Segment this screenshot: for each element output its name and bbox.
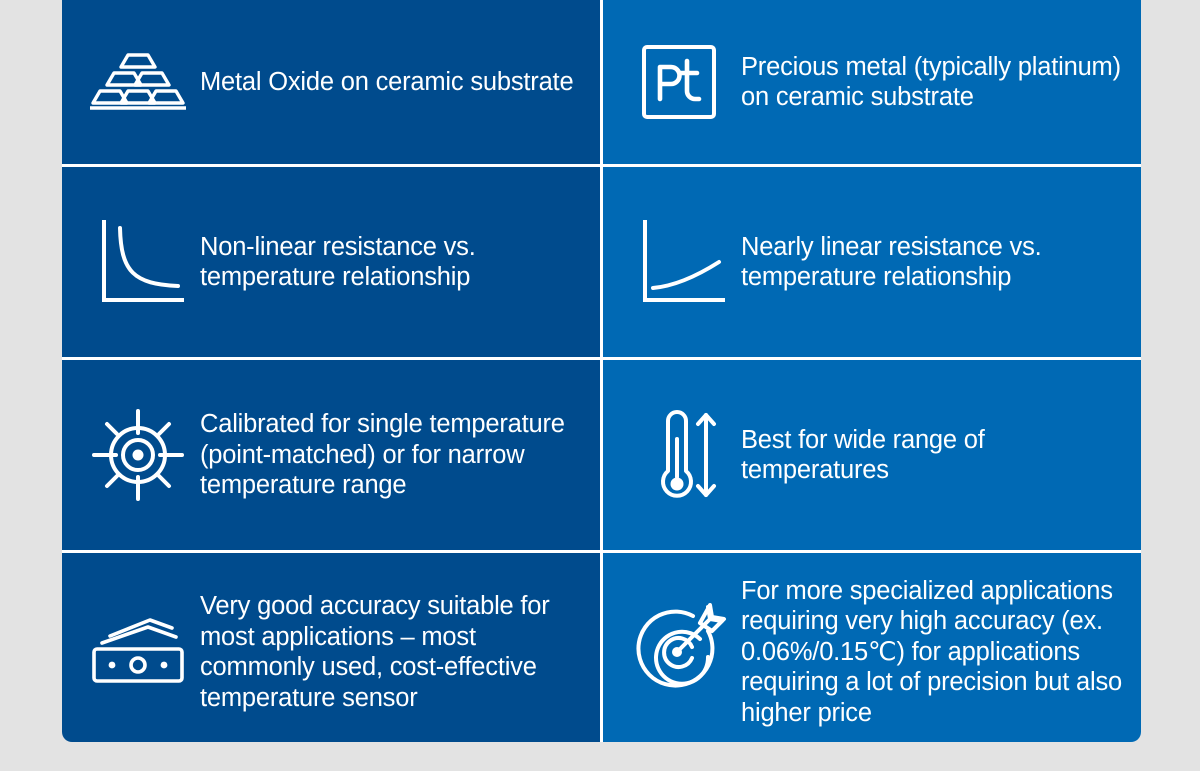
comparison-table	[62, 0, 1141, 742]
table-cell-text: Calibrated for single temperature (point-matched) or for narrow temperature range	[200, 410, 565, 500]
table-cell-text: Metal Oxide on ceramic substrate	[200, 67, 574, 96]
table-cell-text: Best for wide range of temperatures	[741, 425, 985, 484]
table-cell-r1-left	[62, 0, 600, 164]
table-cell-r1-right	[603, 0, 1141, 164]
table-cell-text: For more specialized applications requiring very high accuracy (ex. 0.06%/0.15℃) for applications requiring a lot of precision but also higher price	[741, 576, 1122, 727]
table-cell-r2-left	[62, 167, 600, 357]
linear-curve-chart-icon	[617, 216, 741, 308]
table-cell-r3-left	[62, 360, 600, 550]
thermometer-range-icon	[617, 405, 741, 505]
crosshair-target-icon	[76, 407, 200, 503]
money-cash-icon	[76, 615, 200, 689]
non-linear-curve-chart-icon	[76, 216, 200, 308]
table-cell-text: Non-linear resistance vs. temperature relationship	[200, 232, 476, 291]
table-cell-text: Nearly linear resistance vs. temperature relationship	[741, 232, 1042, 291]
table-cell-r2-right	[603, 167, 1141, 357]
table-cell-r4-left	[62, 553, 600, 742]
metal-bars-icon	[76, 46, 200, 118]
target-dart-icon	[617, 603, 741, 701]
table-cell-text: Very good accuracy suitable for most applications – most commonly used, cost-effective temperature sensor	[200, 592, 550, 712]
table-cell-r4-right	[603, 553, 1141, 742]
table-cell-r3-right	[603, 360, 1141, 550]
table-cell-text: Precious metal (typically platinum) on ceramic substrate	[741, 52, 1121, 111]
platinum-pt-icon	[617, 43, 741, 121]
